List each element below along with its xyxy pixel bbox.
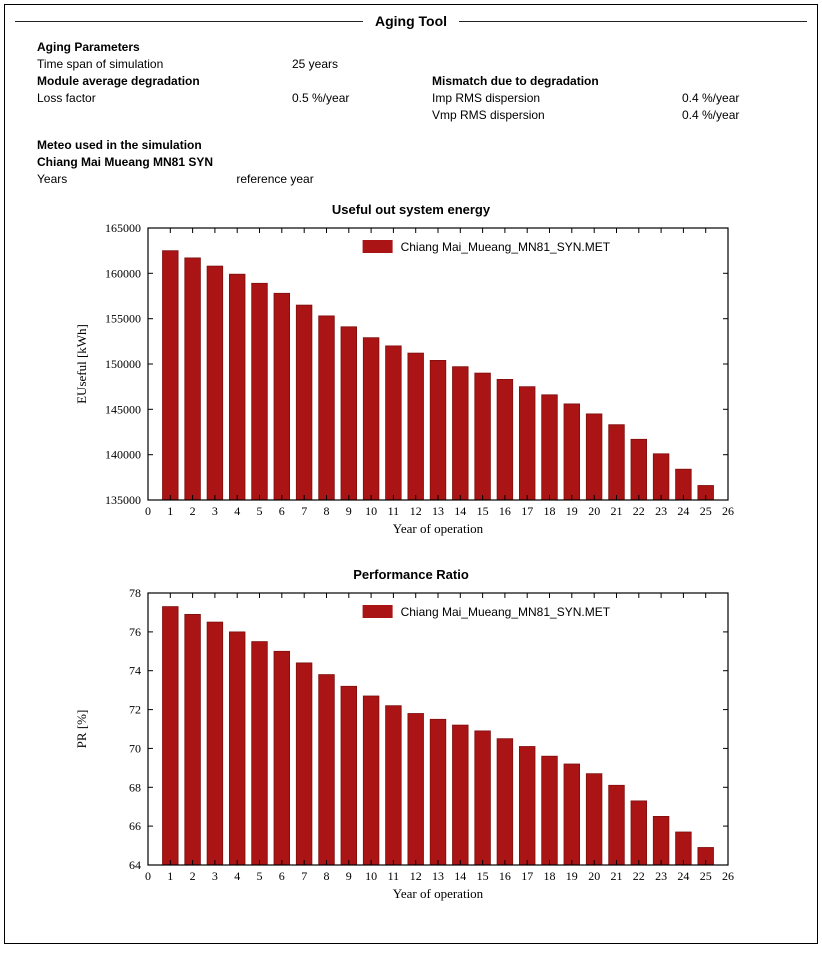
y-tick-label: 72: [129, 702, 141, 717]
bar-year-5: [252, 283, 268, 500]
x-tick-label: 12: [409, 504, 422, 518]
bar-year-3: [207, 622, 223, 865]
y-tick-label: 66: [129, 819, 141, 834]
x-tick-label: 19: [565, 504, 578, 518]
bar-year-12: [408, 353, 424, 500]
params-row: [37, 56, 807, 73]
bar-year-10: [363, 696, 379, 865]
x-tick-label: 14: [454, 504, 467, 518]
x-tick-label: 20: [588, 504, 601, 518]
x-tick-label: 4: [234, 869, 241, 883]
x-tick-label: 15: [476, 504, 489, 518]
bar-year-22: [631, 439, 647, 500]
x-tick-label: 24: [677, 869, 690, 883]
y-tick-label: 160000: [105, 266, 141, 281]
x-tick-label: 25: [699, 869, 712, 883]
y-tick-label: 150000: [105, 357, 141, 371]
y-tick-label: 76: [129, 624, 141, 639]
bar-year-10: [363, 338, 379, 500]
x-tick-label: 11: [387, 869, 400, 883]
x-tick-label: 23: [655, 869, 668, 883]
x-tick-label: 6: [278, 504, 285, 518]
meteo-section-title: Meteo used in the simulation: [37, 138, 202, 152]
y-tick-label: 68: [129, 780, 141, 795]
energy-chart-figure: [15, 202, 807, 549]
aging-tool-page: [4, 4, 818, 944]
x-axis-title: Year of operation: [392, 521, 484, 536]
x-tick-label: 1: [167, 504, 174, 518]
x-tick-label: 17: [521, 869, 534, 883]
y-tick-label: 135000: [105, 493, 141, 507]
page-header: [15, 13, 807, 29]
x-tick-label: 5: [256, 869, 263, 883]
loss-factor-value: 0.5 %/year: [292, 91, 350, 105]
bar-year-9: [341, 686, 357, 865]
y-tick-label: 70: [129, 741, 141, 756]
x-tick-label: 18: [543, 869, 556, 883]
bar-year-6: [274, 293, 290, 500]
meteo-site-name: Chiang Mai Mueang MN81 SYN: [37, 155, 214, 169]
header-rule-right: [459, 21, 807, 22]
bar-year-7: [296, 663, 312, 865]
bar-year-2: [185, 258, 201, 500]
x-tick-label: 22: [632, 504, 645, 518]
x-tick-label: 26: [722, 869, 734, 883]
y-tick-label: 78: [129, 586, 141, 600]
bar-year-8: [319, 675, 335, 865]
page-title: Aging Tool: [374, 13, 448, 29]
bar-year-17: [519, 747, 535, 866]
bar-year-1: [163, 607, 179, 865]
x-tick-label: 24: [677, 504, 690, 518]
years-label: Years: [37, 172, 68, 186]
x-tick-label: 14: [454, 869, 467, 883]
energy-chart: [66, 220, 756, 544]
bar-year-5: [252, 642, 268, 865]
bar-year-1: [163, 251, 179, 500]
x-tick-label: 21: [610, 869, 623, 883]
bar-year-3: [207, 266, 223, 500]
params-row: [37, 107, 807, 124]
x-tick-label: 16: [498, 869, 511, 883]
bar-year-20: [586, 774, 602, 865]
module-degradation-title: Module average degradation: [37, 74, 200, 88]
imp-dispersion-value: 0.4 %/year: [682, 91, 740, 105]
x-tick-label: 6: [278, 869, 285, 883]
x-tick-label: 5: [256, 504, 263, 518]
bar-year-6: [274, 651, 290, 865]
years-value: reference year: [236, 172, 314, 186]
bar-year-9: [341, 327, 357, 500]
x-tick-label: 7: [301, 504, 308, 518]
x-tick-label: 13: [432, 504, 444, 518]
aging-parameters-section: [15, 39, 807, 188]
mismatch-title: Mismatch due to degradation: [432, 74, 599, 88]
bar-year-4: [229, 274, 245, 500]
aging-parameters-title: Aging Parameters: [37, 40, 140, 54]
x-tick-label: 4: [234, 504, 241, 518]
params-row: [37, 73, 807, 90]
x-tick-label: 19: [565, 869, 578, 883]
loss-factor-label: Loss factor: [37, 91, 96, 105]
bar-year-14: [453, 725, 469, 865]
bar-year-21: [609, 425, 625, 500]
x-tick-label: 16: [498, 504, 511, 518]
params-row: [37, 171, 807, 188]
x-tick-label: 25: [699, 504, 712, 518]
x-tick-label: 11: [387, 504, 400, 518]
bar-year-15: [475, 731, 491, 865]
bar-year-19: [564, 404, 580, 500]
params-row: [37, 137, 807, 154]
x-tick-label: 9: [345, 869, 352, 883]
y-tick-label: 145000: [105, 402, 141, 417]
legend-swatch: [363, 240, 393, 253]
x-axis-title: Year of operation: [392, 886, 484, 901]
x-tick-label: 0: [145, 504, 151, 518]
bar-year-8: [319, 316, 335, 500]
y-tick-label: 155000: [105, 311, 141, 326]
legend-swatch: [363, 605, 393, 618]
performance-ratio-chart-figure: [15, 567, 807, 914]
bar-year-15: [475, 373, 491, 500]
x-tick-label: 22: [632, 869, 645, 883]
bar-year-12: [408, 714, 424, 866]
y-axis-title: EUseful [kWh]: [74, 324, 89, 404]
y-tick-label: 74: [129, 663, 141, 678]
params-row: [37, 154, 807, 171]
x-tick-label: 21: [610, 504, 623, 518]
bar-year-16: [497, 739, 513, 865]
x-tick-label: 2: [189, 869, 196, 883]
performance-ratio-chart: [66, 585, 756, 909]
bar-year-17: [519, 387, 535, 500]
x-tick-label: 1: [167, 869, 174, 883]
x-tick-label: 9: [345, 504, 352, 518]
params-row: [37, 90, 807, 107]
bar-year-22: [631, 801, 647, 865]
bar-year-23: [653, 454, 669, 500]
vmp-dispersion-label: Vmp RMS dispersion: [432, 108, 545, 122]
bar-year-16: [497, 379, 513, 500]
y-axis-title: PR [%]: [74, 709, 89, 749]
legend-label: Chiang Mai_Mueang_MN81_SYN.MET: [400, 240, 611, 254]
bar-year-11: [386, 706, 402, 865]
imp-dispersion-label: Imp RMS dispersion: [432, 91, 541, 105]
x-tick-label: 13: [432, 869, 444, 883]
y-tick-label: 140000: [105, 447, 141, 462]
x-tick-label: 26: [722, 504, 734, 518]
x-tick-label: 10: [365, 504, 378, 518]
x-tick-label: 3: [211, 869, 218, 883]
bar-year-14: [453, 367, 469, 500]
x-tick-label: 2: [189, 504, 196, 518]
x-tick-label: 3: [211, 504, 218, 518]
time-span-value: 25 years: [292, 57, 339, 71]
bar-year-2: [185, 614, 201, 865]
x-tick-label: 12: [409, 869, 422, 883]
x-tick-label: 8: [323, 504, 330, 518]
y-tick-label: 165000: [105, 221, 141, 235]
bar-year-19: [564, 764, 580, 865]
bar-year-11: [386, 346, 402, 500]
time-span-label: Time span of simulation: [37, 57, 164, 71]
x-tick-label: 17: [521, 504, 534, 518]
bar-year-20: [586, 414, 602, 500]
x-tick-label: 20: [588, 869, 601, 883]
bar-year-21: [609, 785, 625, 865]
x-tick-label: 7: [301, 869, 308, 883]
bar-year-13: [430, 360, 446, 500]
x-tick-label: 18: [543, 504, 556, 518]
x-tick-label: 15: [476, 869, 489, 883]
energy-chart-title: Useful out system energy: [331, 202, 491, 217]
x-tick-label: 0: [145, 869, 151, 883]
x-tick-label: 8: [323, 869, 330, 883]
x-tick-label: 23: [655, 504, 668, 518]
header-rule-left: [15, 21, 363, 22]
x-tick-label: 10: [365, 869, 378, 883]
bar-year-23: [653, 816, 669, 865]
params-row: [37, 39, 807, 56]
y-tick-label: 64: [129, 858, 141, 872]
performance-ratio-chart-title: Performance Ratio: [353, 567, 469, 582]
legend-label: Chiang Mai_Mueang_MN81_SYN.MET: [400, 605, 611, 619]
bar-year-7: [296, 305, 312, 500]
bar-year-13: [430, 719, 446, 865]
bar-year-4: [229, 632, 245, 865]
bar-year-18: [542, 756, 558, 865]
bar-year-18: [542, 395, 558, 500]
vmp-dispersion-value: 0.4 %/year: [682, 108, 740, 122]
